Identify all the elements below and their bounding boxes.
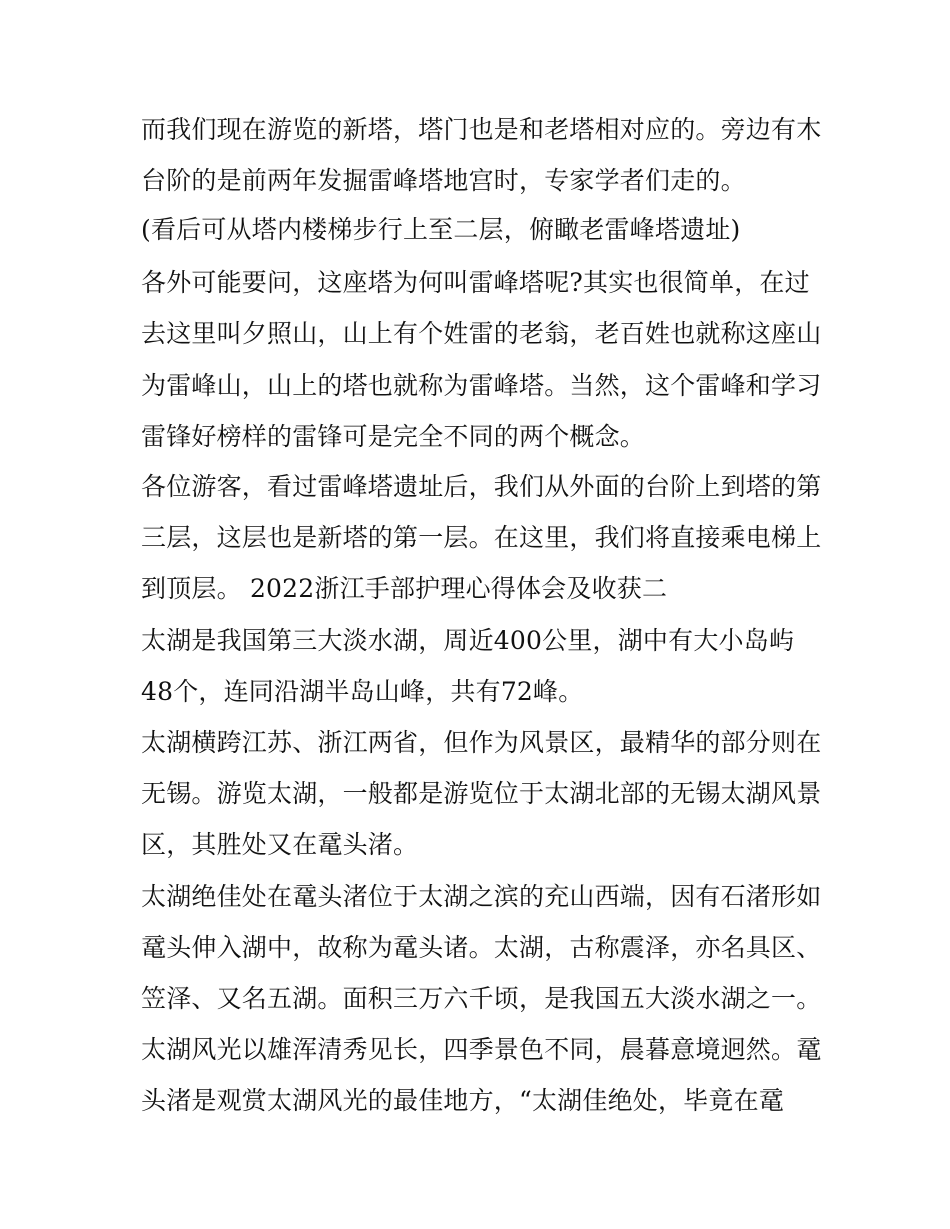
text-line: 去这里叫夕照山，山上有个姓雷的老翁，老百姓也就称这座山 [141,319,822,348]
text-line: 鼋头伸入湖中，故称为鼋头诸。太湖，古称震泽，亦名具区、 [141,933,822,962]
text-line: 而我们现在游览的新塔，塔门也是和老塔相对应的。旁边有木 [141,115,822,144]
text-line: 各外可能要问，这座塔为何叫雷峰塔呢?其实也很简单，在过 [141,268,810,297]
text-line: 到顶层。 2022浙江手部护理心得体会及收获二 [141,574,668,603]
text-line: 太湖绝佳处在鼋头渚位于太湖之滨的充山西端，因有石渚形如 [141,882,822,911]
text-line: 三层，这层也是新塔的第一层。在这里，我们将直接乘电梯上 [141,523,822,552]
text-line: (看后可从塔内楼梯步行上至二层，俯瞰老雷峰塔遗址) [141,215,741,244]
text-line: 区，其胜处又在鼋头渚。 [141,830,419,859]
text-line: 太湖是我国第三大淡水湖，周近400公里，湖中有大小岛屿 [141,626,795,655]
text-line: 各位游客，看过雷峰塔遗址后，我们从外面的台阶上到塔的第 [141,472,822,501]
text-line: 为雷峰山，山上的塔也就称为雷峰塔。当然，这个雷峰和学习 [141,371,822,400]
text-line: 笠泽、又名五湖。面积三万六千顷，是我国五大淡水湖之一。 [141,984,822,1013]
text-line: 台阶的是前两年发掘雷峰塔地宫时，专家学者们走的。 [141,166,746,195]
text-line: 无锡。游览太湖，一般都是游览位于太湖北部的无锡太湖风景 [141,779,822,808]
text-line: 太湖横跨江苏、浙江两省，但作为风景区，最精华的部分则在 [141,728,822,757]
text-line: 雷锋好榜样的雷锋可是完全不同的两个概念。 [141,422,646,451]
text-line: 48个，连同沿湖半岛山峰，共有72峰。 [141,677,584,706]
text-line: 太湖风光以雄浑清秀见长，四季景色不同，晨暮意境迥然。鼋 [141,1035,822,1064]
text-line: 头渚是观赏太湖风光的最佳地方，“太湖佳绝处，毕竟在鼋 [141,1086,784,1115]
